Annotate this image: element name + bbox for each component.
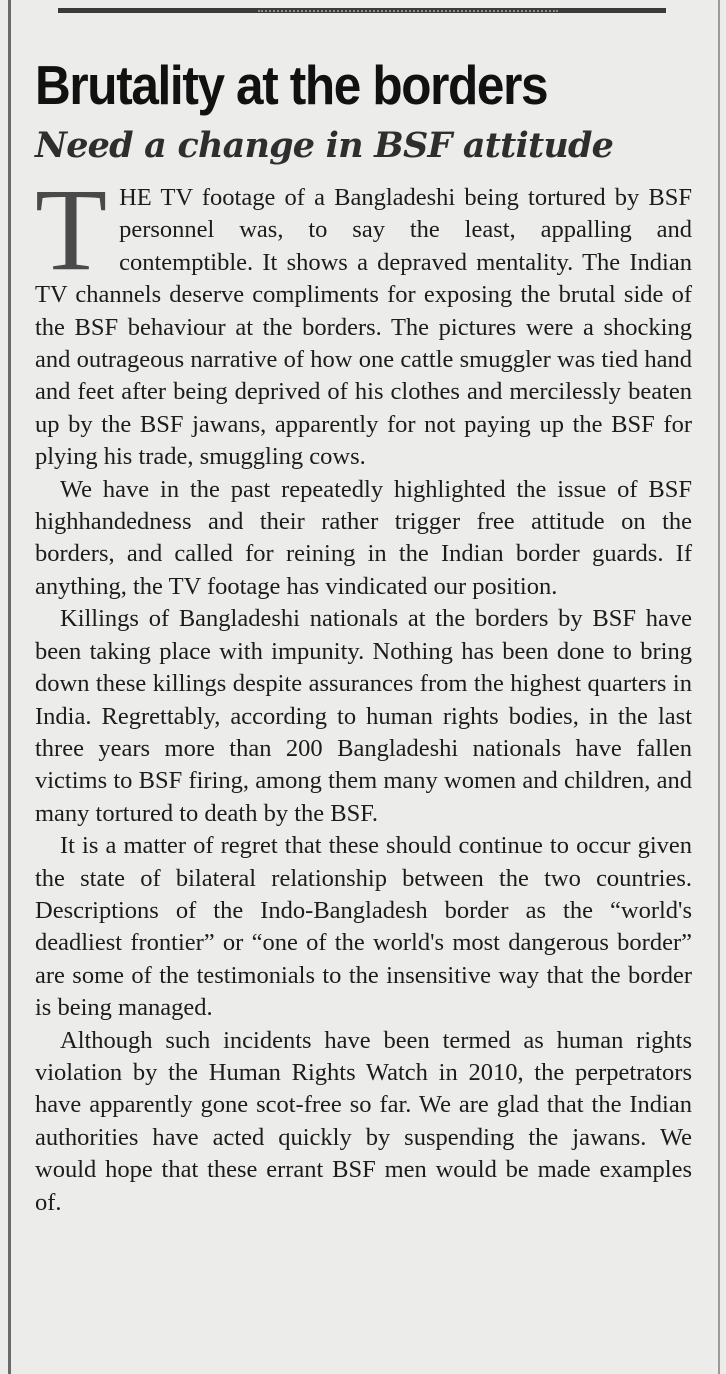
page-border-right	[718, 0, 720, 1374]
paragraph-5: Although such incidents have been termed as human rights violation by the Human Rights Watch in 2010, the perpetrators have apparently gone scot-free so far. We are glad that the Indian authorities have acted quickly by suspending the jawans. We would hope that these errant BSF men would be made examples of.	[35, 1026, 692, 1216]
headline: Brutality at the borders	[35, 54, 548, 116]
page-border-left	[8, 0, 11, 1374]
paragraph-2: We have in the past repeatedly highlighted the issue of BSF highhandedness and their rather trigger free attitude on the borders, and called for reining in the Indian border guards. If anything, the TV footage has vindicated our position.	[35, 475, 692, 600]
article-body	[35, 164, 692, 1219]
paragraph-3: Killings of Bangladeshi nationals at the borders by BSF have been taking place with impunity. Nothing has been done to bring down these killings despite assurances from the highest quarters in India. Regrettably, according to human rights bodies, in the last three years more than 200 Bangladeshi nationals have fallen victims to BSF firing, among them many women and children, and many tortured to death by the BSF.	[35, 605, 692, 827]
paragraph-1-text: HE TV footage of a Bangladeshi being tortured by BSF personnel was, to say the least, appalling and contemptible. It shows a depraved mentality. The Indian TV channels deserve compliments for exposing the brutal side of the BSF behaviour at the borders. The pictures were a shocking and outrageous narrative of how one cattle smuggler was tied hand and feet after being deprived of his clothes and mercilessly beaten up by the BSF jawans, apparently for not paying up the BSF for plying his trade, smuggling cows.	[35, 184, 692, 471]
paragraph-4: It is a matter of regret that these should continue to occur given the state of bilateral relationship between the two countries. Descriptions of the Indo-Bangladesh border as the “world's deadliest frontier” or “one of the world's most dangerous border” are some of the testimonials to the insensitive way that the border is being managed.	[35, 832, 692, 1022]
drop-cap: T	[35, 164, 108, 295]
paragraph-1	[35, 164, 692, 474]
editorial-article	[35, 52, 692, 1219]
top-rule	[58, 8, 666, 13]
subheadline: Need a change in BSF attitude	[35, 125, 614, 166]
top-rule-dotted-remnant	[258, 2, 558, 12]
